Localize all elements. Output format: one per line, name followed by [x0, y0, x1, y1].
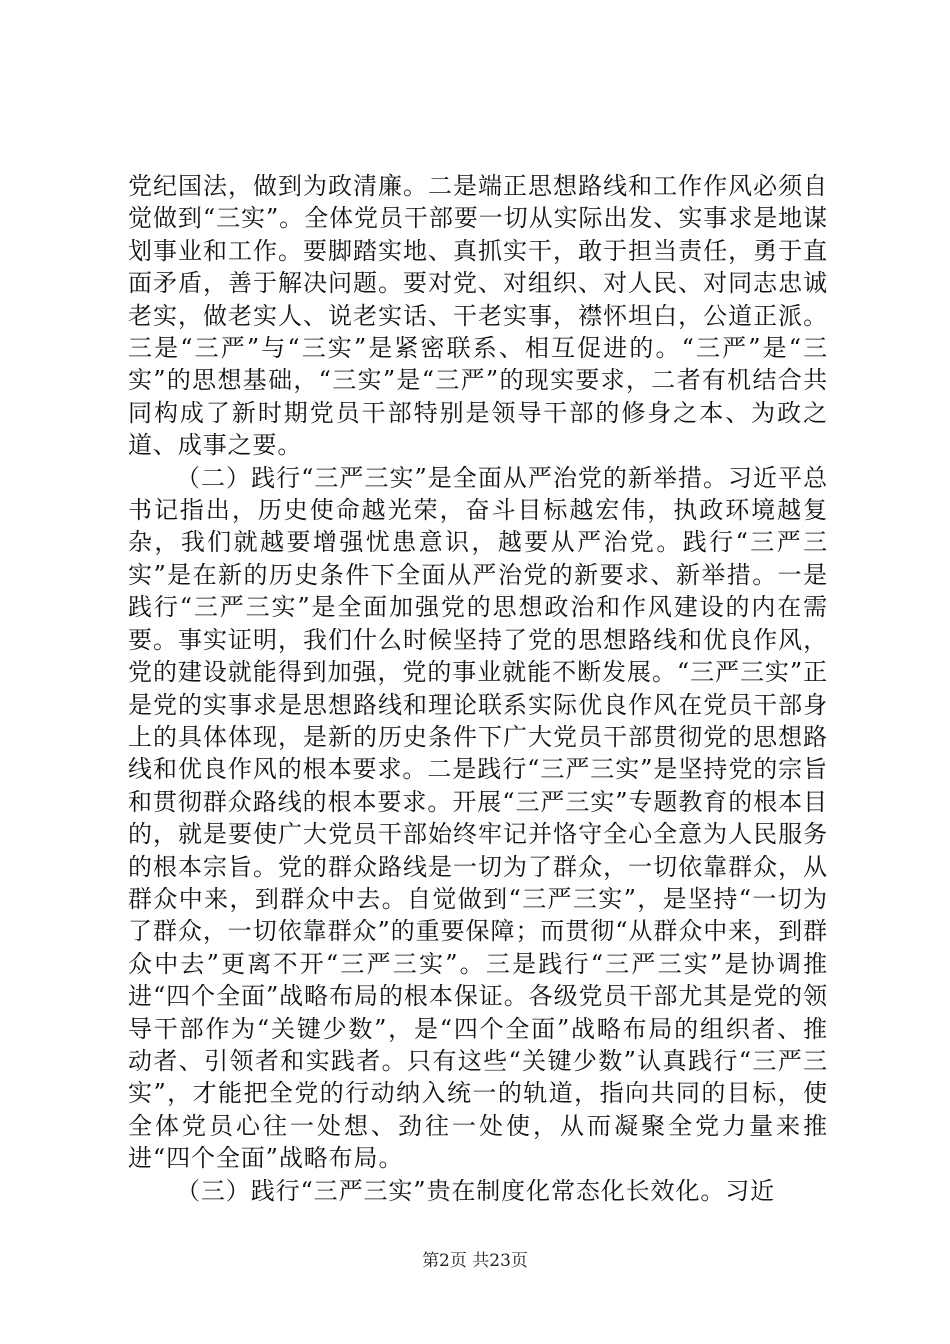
page-total: 共23页: [472, 1251, 528, 1271]
paragraph-3: （三）践行“三严三实”贵在制度化常态化长效化。习近: [176, 1176, 776, 1205]
paragraph-2: （二）践行“三严三实”是全面从严治党的新举措。习近平总书记指出，历史使命越光荣，奋斗目标越宏伟，执政环境越复杂，我们就越要增强忧患意识，越要从严治党。践行“三严三实”是在新的历史条件下全面从严治党的新要求、新举措。一是践行“三严三实”是全面加强党的思想政治和作风建设的内在需要。事实证明，我们什么时候坚持了党的思想路线和优良作风，党的建设就能得到加强，党的事业就能不断发展。“三严三实”正是党的实事求是思想路线和理论联系实际优良作风在党员干部身上的具体体现，是新的历史条件下广大党员干部贯彻党的思想路线和优良作风的根本要求。二是践行“三严三实”是坚持党的宗旨和贯彻群众路线的根本要求。开展“三严三实”专题教育的根本目的，就是要使广大党员干部始终牢记并恪守全心全意为人民服务的根本宗旨。党的群众路线是一切为了群众，一切依靠群众，从群众中来，到群众中去。自觉做到“三严三实”，是坚持“一切为了群众，一切依靠群众”的重要保障；而贯彻“从群众中来，到群众中去”更离不开“三严三实”。三是践行“三严三实”是协调推进“四个全面”战略布局的根本保证。各级党员干部尤其是党的领导干部作为“关键少数”，是“四个全面”战略布局的组织者、推动者、引领者和实践者。只有这些“关键少数”认真践行“三严三实”，才能把全党的行动纳入统一的轨道，指向共同的目标，使全体党员心往一处想、劲往一处使，从而凝聚全党力量来推进“四个全面”战略布局。: [128, 463, 828, 1173]
document-body: [128, 170, 828, 1207]
page-number: 第2页: [422, 1251, 467, 1271]
paragraph-1: 党纪国法，做到为政清廉。二是端正思想路线和工作作风必须自觉做到“三实”。全体党员干部要一切从实际出发、实事求是地谋划事业和工作。要脚踏实地、真抓实干，敢于担当责任，勇于直面矛盾，善于解决问题。要对党、对组织、对人民、对同志忠诚老实，做老实人、说老实话、干老实事，襟怀坦白，公道正派。三是“三严”与“三实”是紧密联系、相互促进的。“三严”是“三实”的思想基础，“三实”是“三严”的现实要求，二者有机结合共同构成了新时期党员干部特别是领导干部的修身之本、为政之道、成事之要。: [128, 172, 828, 460]
page-footer: [0, 1246, 950, 1271]
